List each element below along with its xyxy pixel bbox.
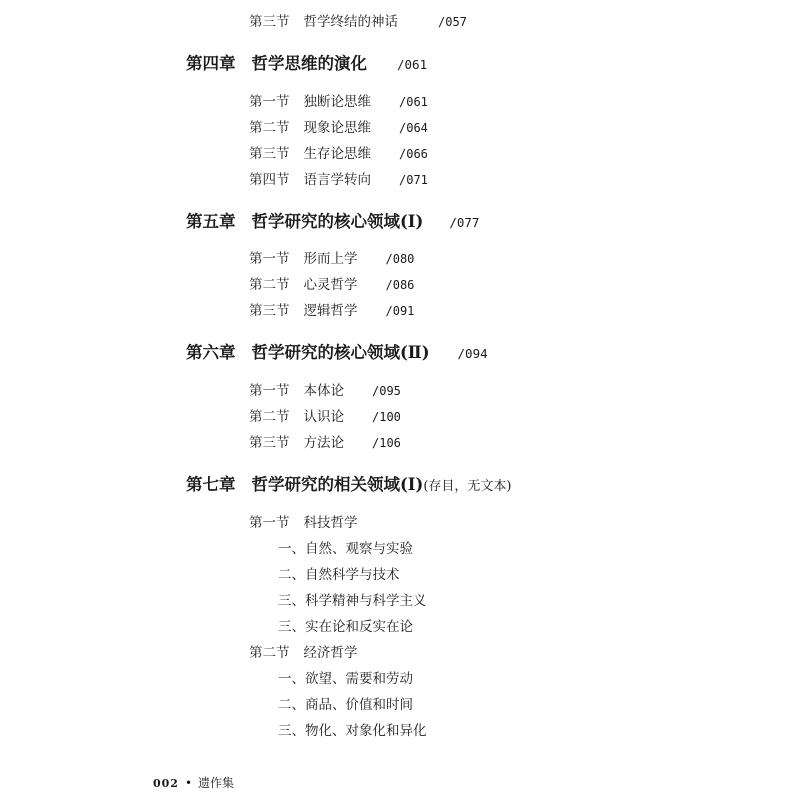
section-number: 第三节 bbox=[249, 303, 290, 319]
section-number: 第三节 bbox=[249, 14, 290, 30]
section-number: 第三节 bbox=[249, 146, 290, 162]
section-number: 第四节 bbox=[249, 172, 290, 188]
toc-section bbox=[249, 142, 428, 162]
toc-section bbox=[249, 116, 428, 136]
section-number: 第二节 bbox=[249, 645, 290, 661]
section-number: 第一节 bbox=[249, 251, 290, 267]
toc-section bbox=[249, 90, 428, 110]
section-number: 第二节 bbox=[249, 277, 290, 293]
section-title: 方法论 bbox=[303, 435, 344, 451]
toc-section bbox=[249, 431, 401, 451]
toc-subitem: 三、科学精神与科学主义 bbox=[278, 593, 427, 609]
section-page: /091 bbox=[385, 304, 415, 318]
toc-chapter bbox=[186, 208, 479, 232]
section-title: 逻辑哲学 bbox=[303, 303, 358, 319]
section-page: /100 bbox=[372, 410, 401, 424]
section-title: 科技哲学 bbox=[303, 515, 358, 531]
chapter-number: 第六章 bbox=[186, 343, 236, 362]
toc-chapter bbox=[186, 50, 427, 74]
chapter-number: 第四章 bbox=[186, 54, 236, 73]
section-page: /095 bbox=[372, 384, 401, 398]
section-title: 语言学转向 bbox=[303, 172, 371, 188]
chapter-page: /061 bbox=[397, 57, 428, 72]
section-title: 独断论思维 bbox=[303, 94, 371, 110]
toc-section bbox=[249, 379, 401, 399]
toc-section bbox=[249, 247, 414, 267]
page-footer bbox=[153, 774, 234, 791]
section-page: /066 bbox=[399, 147, 428, 161]
toc-subitem: 三、物化、对象化和异化 bbox=[278, 723, 427, 739]
toc-section bbox=[249, 299, 414, 319]
toc-section bbox=[249, 641, 358, 661]
chapter-number: 第七章 bbox=[186, 475, 236, 494]
toc-section bbox=[249, 405, 401, 425]
section-title: 心灵哲学 bbox=[303, 277, 358, 293]
section-number: 第二节 bbox=[249, 409, 290, 425]
toc-subitem: 一、自然、观察与实验 bbox=[278, 541, 413, 557]
toc-subitem: 二、自然科学与技术 bbox=[278, 567, 400, 583]
chapter-title: 哲学研究的相关领域(Ⅰ) bbox=[251, 475, 424, 494]
section-number: 第二节 bbox=[249, 120, 290, 136]
chapter-page: /094 bbox=[457, 346, 488, 361]
book-title: 遗作集 bbox=[198, 776, 235, 790]
toc-chapter bbox=[186, 471, 512, 495]
section-page: /080 bbox=[385, 252, 415, 266]
chapter-number: 第五章 bbox=[186, 212, 236, 231]
section-page: /064 bbox=[399, 121, 428, 135]
section-page: /061 bbox=[399, 95, 428, 109]
page-number: 002 bbox=[153, 777, 179, 790]
section-title: 认识论 bbox=[303, 409, 344, 425]
toc-chapter bbox=[186, 339, 488, 363]
toc-section bbox=[249, 511, 358, 531]
section-number: 第一节 bbox=[249, 94, 290, 110]
footer-separator: • bbox=[184, 776, 193, 790]
toc-section bbox=[249, 168, 428, 188]
toc-subitem: 一、欲望、需要和劳动 bbox=[278, 671, 413, 687]
toc-section bbox=[249, 10, 467, 30]
section-page: /106 bbox=[372, 436, 401, 450]
section-title: 哲学终结的神话 bbox=[303, 14, 398, 30]
toc-subitem: 三、实在论和反实在论 bbox=[278, 619, 413, 635]
section-number: 第三节 bbox=[249, 435, 290, 451]
chapter-page: /077 bbox=[449, 215, 480, 230]
section-number: 第一节 bbox=[249, 383, 290, 399]
section-title: 形而上学 bbox=[303, 251, 358, 267]
section-number: 第一节 bbox=[249, 515, 290, 531]
section-title: 经济哲学 bbox=[303, 645, 358, 661]
section-title: 生存论思维 bbox=[303, 146, 371, 162]
chapter-title: 哲学研究的核心领域(Ⅱ) bbox=[251, 343, 430, 362]
toc-section bbox=[249, 273, 414, 293]
toc-subitem: 二、商品、价值和时间 bbox=[278, 697, 413, 713]
section-title: 现象论思维 bbox=[303, 120, 371, 136]
chapter-title: 哲学思维的演化 bbox=[251, 54, 367, 73]
section-page: /057 bbox=[438, 15, 467, 29]
chapter-note: (存目，无文本) bbox=[423, 479, 512, 494]
section-title: 本体论 bbox=[303, 383, 344, 399]
section-page: /086 bbox=[385, 278, 415, 292]
section-page: /071 bbox=[399, 173, 428, 187]
chapter-title: 哲学研究的核心领域(Ⅰ) bbox=[251, 212, 424, 231]
